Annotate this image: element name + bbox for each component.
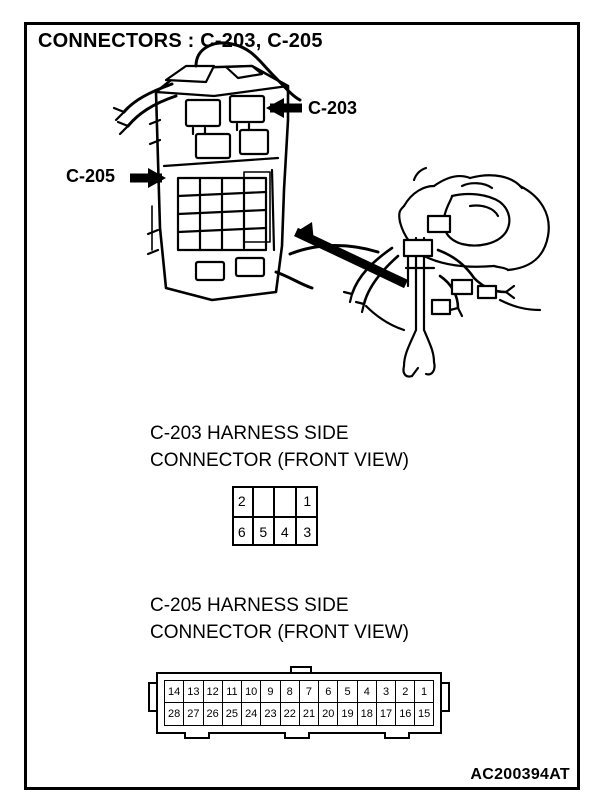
c205-pin: 22	[280, 703, 299, 726]
c203-pin: 3	[297, 516, 319, 546]
c205-pin: 7	[299, 680, 318, 703]
c205-pin: 15	[414, 703, 433, 726]
c203-connector-diagram	[232, 486, 318, 546]
c205-heading-line1: C-205 HARNESS SIDE	[150, 595, 349, 616]
c203-bottom-row	[232, 516, 318, 546]
c205-pin: 10	[241, 680, 260, 703]
c203-pin: 1	[303, 493, 312, 509]
c205-bottom-row	[164, 703, 434, 726]
c205-pin-grid	[164, 680, 434, 726]
c205-pin: 20	[318, 703, 337, 726]
c205-pin: 27	[183, 703, 202, 726]
c203-pin: 5	[254, 516, 276, 546]
callout-label-c203: C-203	[308, 98, 358, 118]
c205-pin: 19	[337, 703, 356, 726]
c205-pin: 4	[357, 680, 376, 703]
c205-bottom-tab	[384, 732, 410, 739]
c203-pin: 6	[232, 516, 254, 546]
c205-heading	[150, 592, 409, 646]
c205-pin: 18	[357, 703, 376, 726]
c205-pin: 12	[203, 680, 222, 703]
figure-code: AC200394AT	[470, 766, 570, 783]
c205-pin: 16	[395, 703, 414, 726]
c205-top-row	[164, 680, 434, 703]
page-title: CONNECTORS : C-203, C-205	[38, 30, 323, 52]
c205-pin: 5	[337, 680, 356, 703]
c203-heading-line2: CONNECTOR (FRONT VIEW)	[150, 450, 409, 471]
c205-bottom-tab	[284, 732, 310, 739]
c203-top-row	[232, 486, 318, 516]
c205-pin: 2	[395, 680, 414, 703]
c205-pin: 6	[318, 680, 337, 703]
c203-heading	[150, 420, 409, 474]
c205-pin: 9	[260, 680, 279, 703]
c203-heading-line1: C-203 HARNESS SIDE	[150, 423, 349, 444]
c205-pin: 24	[241, 703, 260, 726]
c205-pin: 28	[164, 703, 183, 726]
c205-pin: 3	[376, 680, 395, 703]
c205-pin: 1	[414, 680, 433, 703]
c203-pin: 2	[232, 486, 254, 516]
c205-pin: 11	[222, 680, 241, 703]
c205-pin: 26	[203, 703, 222, 726]
c205-pin: 14	[164, 680, 183, 703]
c205-bottom-tab	[184, 732, 210, 739]
c205-pin: 17	[376, 703, 395, 726]
c205-heading-line2: CONNECTOR (FRONT VIEW)	[150, 622, 409, 643]
c205-pin: 23	[260, 703, 279, 726]
c203-pin: 4	[275, 516, 297, 546]
c205-pin: 13	[183, 680, 202, 703]
c205-pin: 25	[222, 703, 241, 726]
c205-pin: 8	[280, 680, 299, 703]
c205-pin: 21	[299, 703, 318, 726]
callout-label-c205: C-205	[66, 166, 116, 186]
c203-pin-blank	[254, 486, 276, 516]
c205-connector-diagram	[148, 666, 450, 740]
c203-pin-blank	[275, 486, 297, 516]
